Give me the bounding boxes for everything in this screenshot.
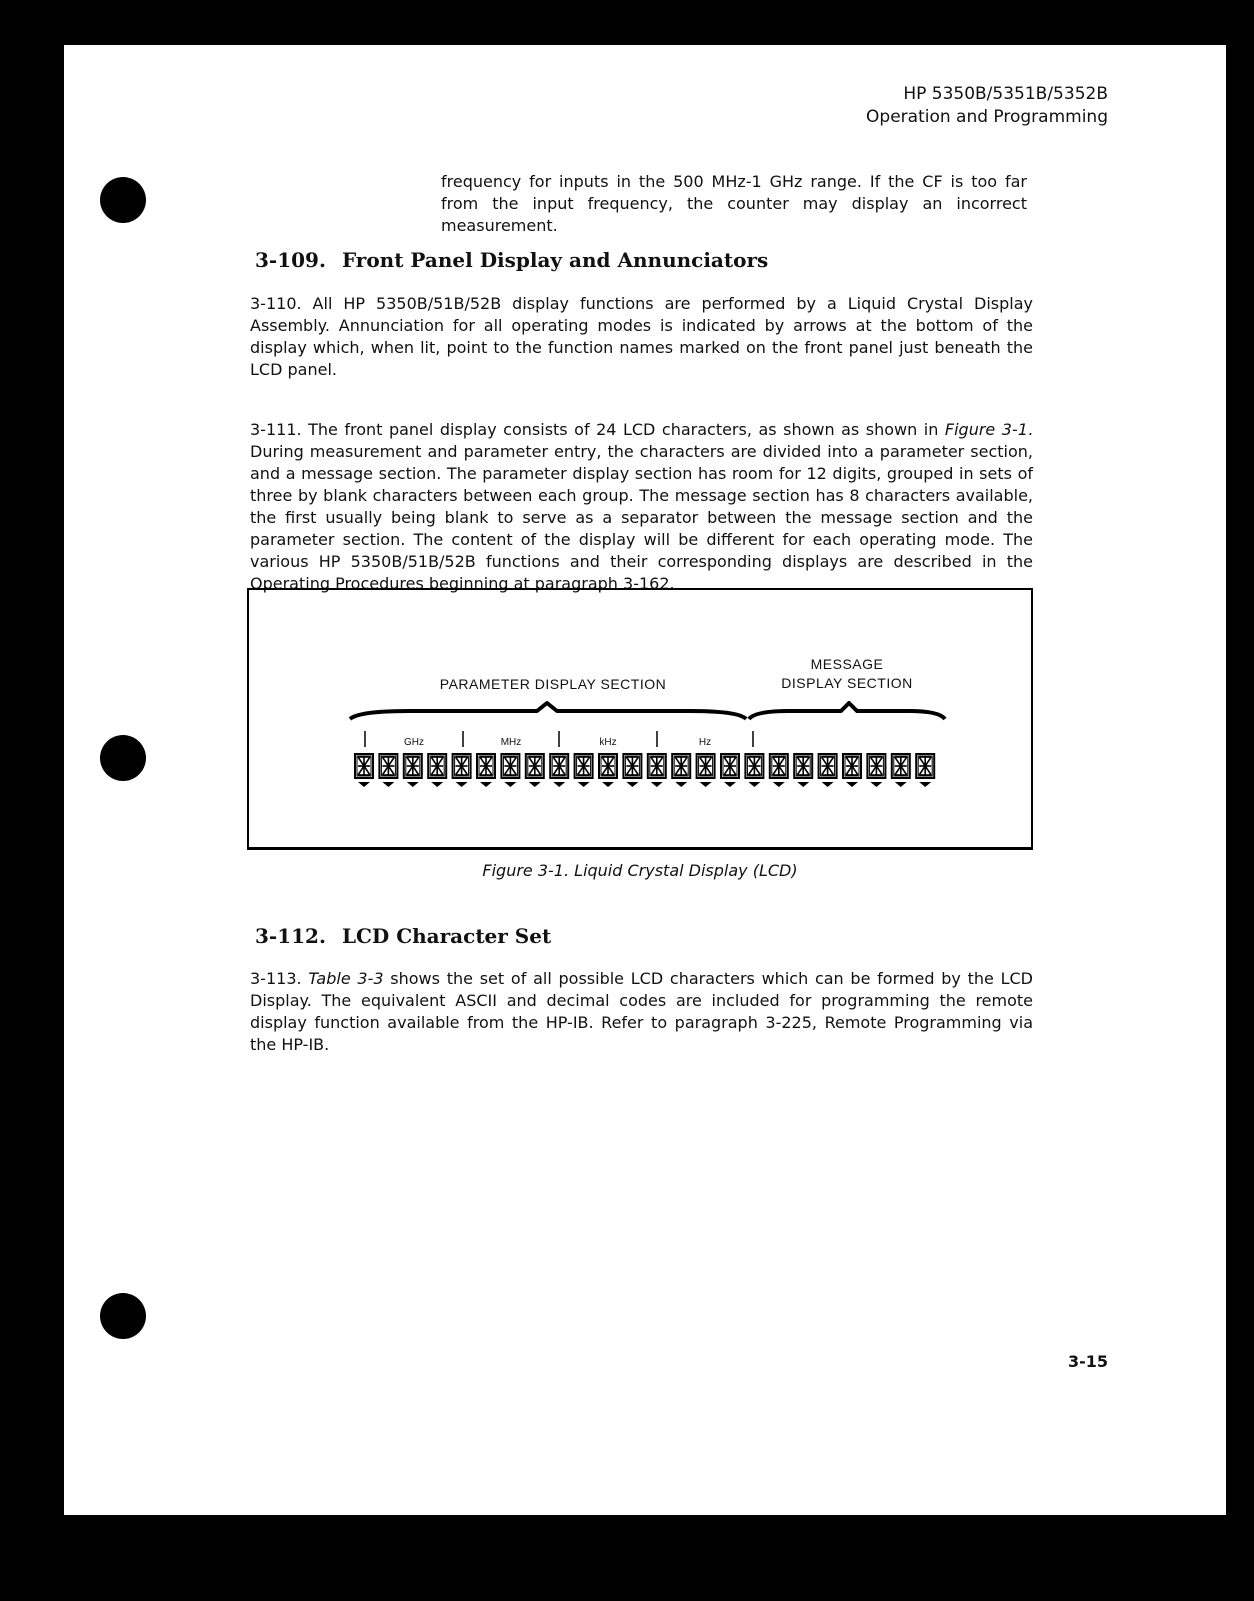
annunciator-arrow [748, 782, 760, 787]
annunciator-arrow [456, 782, 468, 787]
annunciator-arrow [700, 782, 712, 787]
lcd-character [453, 754, 471, 787]
lcd-character [648, 754, 666, 787]
annunciator-arrow [895, 782, 907, 787]
lcd-character [501, 754, 519, 787]
annunciator-arrow [480, 782, 492, 787]
running-header [866, 83, 1108, 129]
intro-paragraph: frequency for inputs in the 500 MHz-1 GHz range. If the CF is too far from the input frequency, the counter may display an incorrect measurement. [441, 172, 1027, 235]
section-title: LCD Character Set [341, 924, 552, 948]
figure-caption: Figure 3-1. Liquid Crystal Display (LCD) [482, 861, 798, 880]
annunciator-arrow [870, 782, 882, 787]
annunciator-arrow [797, 782, 809, 787]
lcd-character [428, 754, 446, 787]
annunciator-arrow [382, 782, 394, 787]
section-number: 3-112. [255, 924, 326, 948]
annunciator-arrow [431, 782, 443, 787]
unit-label: Hz [698, 737, 712, 748]
annunciator-arrow [602, 782, 614, 787]
punch-hole-middle [100, 735, 146, 781]
annunciator-arrow [675, 782, 687, 787]
section-heading-3-109 [255, 248, 768, 272]
unit-label: GHz [404, 737, 424, 748]
unit-markers [365, 731, 753, 748]
punch-hole-top [100, 177, 146, 223]
lcd-character [916, 754, 934, 787]
annunciator-arrow [358, 782, 370, 787]
lcd-character [623, 754, 641, 787]
lcd-character [550, 754, 568, 787]
lcd-character [721, 754, 739, 787]
lcd-character [843, 754, 861, 787]
unit-label: kHz [599, 737, 617, 748]
annunciator-arrow [822, 782, 834, 787]
lcd-character [599, 754, 617, 787]
header-model: HP 5350B/5351B/5352B [903, 84, 1108, 104]
lcd-character [404, 754, 422, 787]
punch-hole-bottom [100, 1293, 146, 1339]
annunciator-arrow [504, 782, 516, 787]
lcd-character [355, 754, 373, 787]
annunciator-arrow [773, 782, 785, 787]
paragraph-3-110: 3-110. All HP 5350B/51B/52B display functions are performed by a Liquid Crystal Display Assembly. Annunciation for all operating modes is indicated by arrows at the bottom of the display which, when lit, point to the function names marked on the front panel just beneath the LCD panel. [250, 294, 1033, 379]
annunciator-arrow [578, 782, 590, 787]
annunciator-arrow [919, 782, 931, 787]
lcd-character [794, 754, 812, 787]
lcd-character [867, 754, 885, 787]
paragraph-text: . During measurement and parameter entry, the characters are divided into a parameter section, and a message section. The parameter display section has room for 12 digits, grouped in sets of three by blank characters between each group. The message section has 8 characters available, the first usually being blank to serve as a separator between the message section and the parameter section. The content of the display will be different for each operating mode. The various HP 5350B/51B/52B functions and their corresponding displays are described in the Operating Procedures beginning at paragraph 3-162. [250, 420, 1034, 593]
lcd-character [745, 754, 763, 787]
annunciator-arrow [626, 782, 638, 787]
message-brace [749, 703, 945, 719]
annunciator-arrow [407, 782, 419, 787]
lcd-character [672, 754, 690, 787]
document-page [64, 45, 1226, 1515]
annunciator-arrow [724, 782, 736, 787]
annunciator-arrow [553, 782, 565, 787]
parameter-section-label: PARAMETER DISPLAY SECTION [439, 676, 667, 692]
lcd-character [697, 754, 715, 787]
annunciator-arrow [529, 782, 541, 787]
page-number: 3-15 [1067, 1352, 1108, 1371]
figure-reference: Figure 3-1 [944, 420, 1028, 439]
section-heading-3-112 [255, 924, 551, 948]
message-section-label-line2: DISPLAY SECTION [781, 675, 913, 691]
lcd-character [379, 754, 397, 787]
annunciator-arrow [846, 782, 858, 787]
paragraph-3-113 [250, 968, 1033, 1056]
section-title: Front Panel Display and Annunciators [341, 248, 769, 272]
lcd-character [892, 754, 910, 787]
lcd-figure [247, 588, 1033, 850]
annunciator-arrow [651, 782, 663, 787]
lcd-diagram [249, 590, 1035, 852]
paragraph-number: 3-113. [250, 969, 309, 988]
paragraph-text: shows the set of all possible LCD characters which can be formed by the LCD Display. The equivalent ASCII and decimal codes are included for programming the remote display function available from the HP-IB. Refer to paragraph 3-225, Remote Programming via the HP-IB. [250, 969, 1033, 1054]
paragraph-text: 3-111. The front panel display consists of 24 LCD characters, as shown as shown in [250, 420, 945, 439]
message-section-label-line1: MESSAGE [810, 656, 884, 672]
lcd-character [770, 754, 788, 787]
unit-label: MHz [500, 737, 522, 748]
lcd-character [477, 754, 495, 787]
header-section: Operation and Programming [866, 107, 1108, 127]
paragraph-3-111 [250, 419, 1033, 595]
table-reference: Table 3-3 [308, 969, 384, 988]
parameter-brace [350, 703, 746, 719]
lcd-character [819, 754, 837, 787]
lcd-character [575, 754, 593, 787]
lcd-characters [355, 754, 934, 787]
lcd-character [526, 754, 544, 787]
section-number: 3-109. [255, 248, 326, 272]
